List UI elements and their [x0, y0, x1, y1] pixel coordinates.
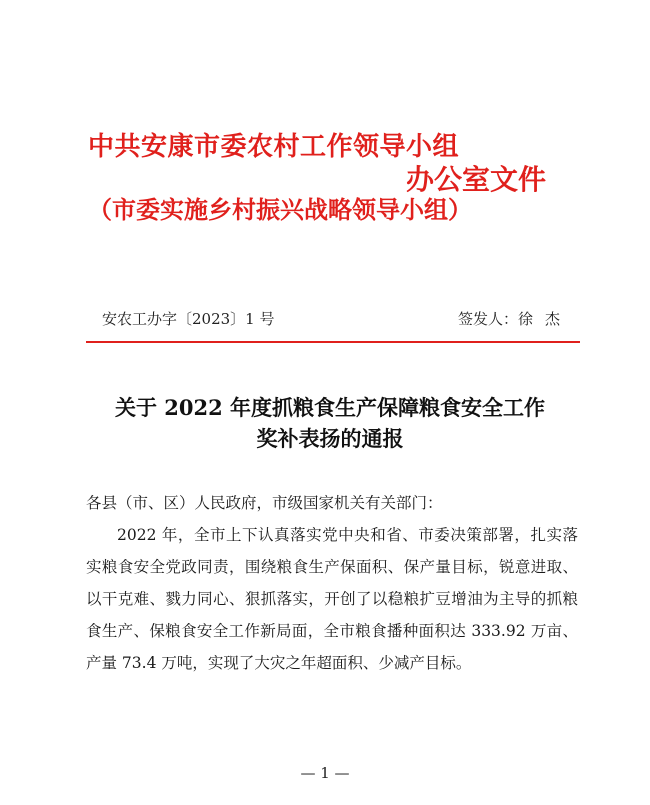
issuing-organization: 中共安康市委农村工作领导小组 — [88, 132, 460, 162]
document-title — [80, 392, 580, 454]
signer-label: 签发人： — [457, 310, 518, 328]
title-line-1: 关于 2022 年度抓粮食生产保障粮食安全工作 — [114, 395, 546, 420]
red-divider-line — [86, 341, 580, 343]
title-line-2: 奖补表扬的通报 — [256, 426, 404, 451]
issuing-organization-alias: （市委实施乡村振兴战略领导小组） — [88, 195, 472, 224]
document-header — [88, 118, 568, 238]
office-document-label: 办公室文件 — [406, 163, 547, 196]
signer — [458, 308, 572, 329]
body-paragraph: 2022 年，全市上下认真落实党中央和省、市委决策部署，扎实落实粮食安全党政同责，围绕粮食生产保面积、保产量目标，锐意进取、以干克难、戮力同心、狠抓落实，开创了以稳粮扩豆增油为主导的抓粮食生产、保粮食安全工作新局面，全市粮食播种面积达 333.92 万亩、产量 73.4 万吨，实现了大灾之年超面积、少减产目标。 — [86, 526, 578, 672]
document-number: 安农工办字〔2023〕1 号 — [102, 310, 275, 328]
salutation: 各县（市、区）人民政府，市级国家机关有关部门： — [86, 494, 443, 512]
signer-name: 徐杰 — [517, 310, 572, 328]
document-body — [86, 487, 578, 679]
page-number: — 1 — — [300, 764, 350, 782]
